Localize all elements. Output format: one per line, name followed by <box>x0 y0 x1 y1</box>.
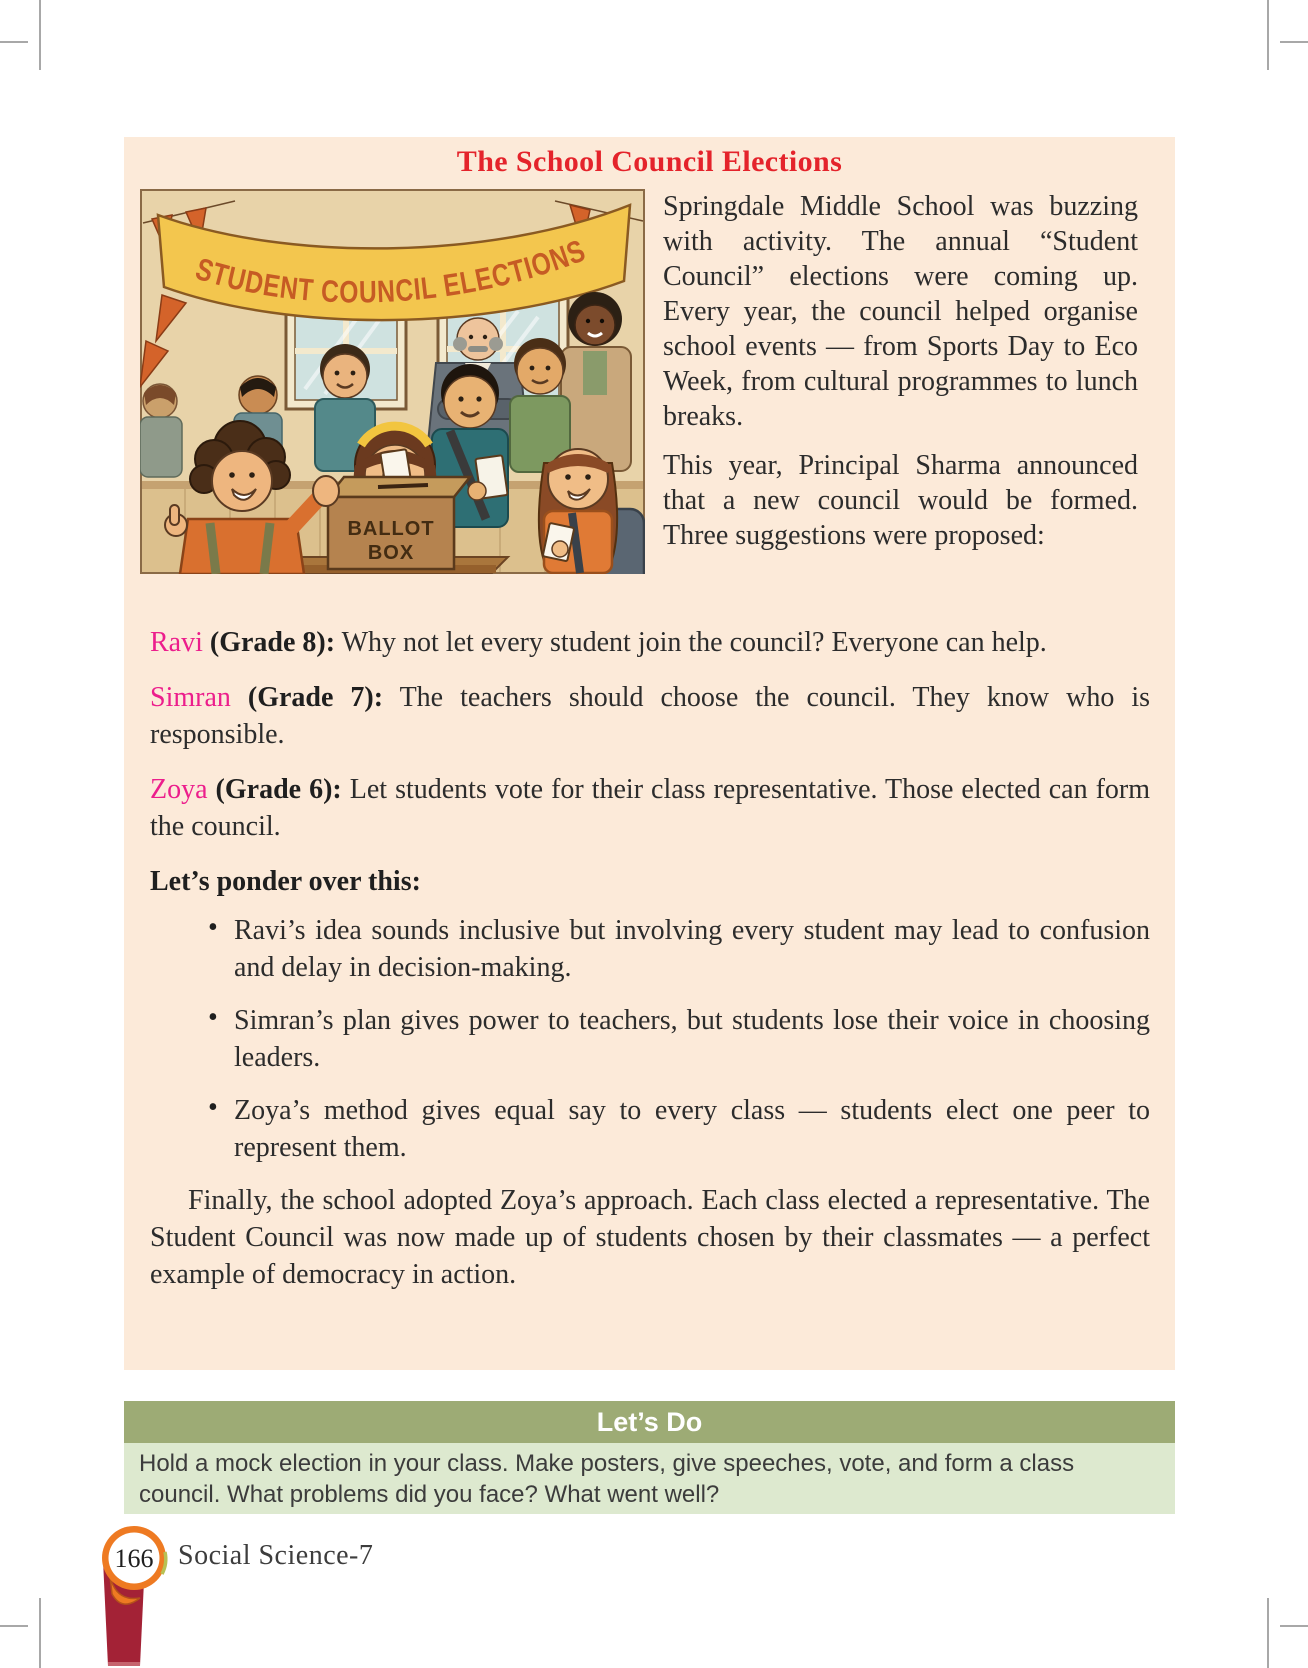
ponder-list <box>150 912 1150 1166</box>
page-number-badge <box>92 1518 182 1668</box>
election-illustration <box>140 189 645 574</box>
ponder-item <box>206 1092 1150 1166</box>
speaker-name: Ravi <box>150 627 203 658</box>
intro-paragraph-1: Springdale Middle School was buzzing with activity. The annual “Student Council” elections were coming up. Every year, the council helped organise school events — from Sports Day to Eco Week, from cultural programmes to lunch breaks. <box>663 191 1138 432</box>
ponder-item <box>206 912 1150 986</box>
speaker-ravi <box>150 624 1150 661</box>
crop-mark <box>39 0 41 70</box>
story-title: The School Council Elections <box>456 145 843 178</box>
crop-mark <box>0 1625 28 1627</box>
teacher <box>561 292 631 471</box>
crop-mark <box>1267 1598 1269 1668</box>
book-title: Social Science-7 <box>178 1540 374 1571</box>
ponder-item-text: Zoya’s method gives equal say to every class — students elect one peer to represent them. <box>234 1095 1150 1163</box>
student <box>510 338 570 472</box>
speaker-text: Let students vote for their class representative. Those elected can form the council. <box>150 774 1151 842</box>
crop-mark <box>0 41 28 43</box>
ballot-box-label: BALLOT <box>347 518 435 540</box>
speaker-grade: (Grade 7): <box>247 682 384 713</box>
page-ribbon-edge <box>108 1662 140 1666</box>
ponder-item-text: Ravi’s idea sounds inclusive but involving every student may lead to confusion and delay in decision-making. <box>234 915 1150 983</box>
story-panel <box>124 137 1175 1370</box>
crop-mark <box>1267 0 1269 70</box>
speaker-grade: (Grade 6): <box>215 774 342 805</box>
intro-paragraph-2: This year, Principal Sharma announced that a new council would be formed. Three suggestions were proposed: <box>663 450 1138 551</box>
finale-paragraph: Finally, the school adopted Zoya’s approach. Each class elected a representative. The Student Council was now made up of students chosen by their classmates — a perfect example of democracy in action. <box>150 1185 1150 1290</box>
lets-do-text: Hold a mock election in your class. Make posters, give speeches, vote, and form a class council. What problems did you face? What went well? <box>124 1443 1175 1514</box>
speaker-name: Simran <box>150 682 231 713</box>
student <box>140 384 182 477</box>
speaker-text: Why not let every student join the council? Everyone can help. <box>341 627 1047 658</box>
crop-mark <box>1280 41 1308 43</box>
story-body <box>150 624 1150 1293</box>
lets-do-header: Let’s Do <box>124 1401 1175 1443</box>
speaker-grade: (Grade 8): <box>209 627 336 658</box>
banner-text: STUDENT COUNCIL ELECTIONS <box>191 230 595 310</box>
crop-mark <box>1280 1625 1308 1627</box>
ponder-item <box>206 1002 1150 1076</box>
intro-column <box>663 189 1138 574</box>
speaker-simran <box>150 679 1150 753</box>
page-number: 166 <box>114 1544 154 1573</box>
story-top-row <box>140 189 1150 574</box>
speaker-name: Zoya <box>150 774 208 805</box>
speaker-text: The teachers should choose the council. They know who is responsible. <box>150 682 1150 750</box>
crop-mark <box>39 1598 41 1668</box>
ponder-item-text: Simran’s plan gives power to teachers, but students lose their voice in choosing leaders. <box>234 1005 1150 1073</box>
ballot-box-label: BOX <box>367 542 415 564</box>
ponder-heading: Let’s ponder over this: <box>150 866 421 897</box>
speaker-zoya <box>150 771 1150 845</box>
